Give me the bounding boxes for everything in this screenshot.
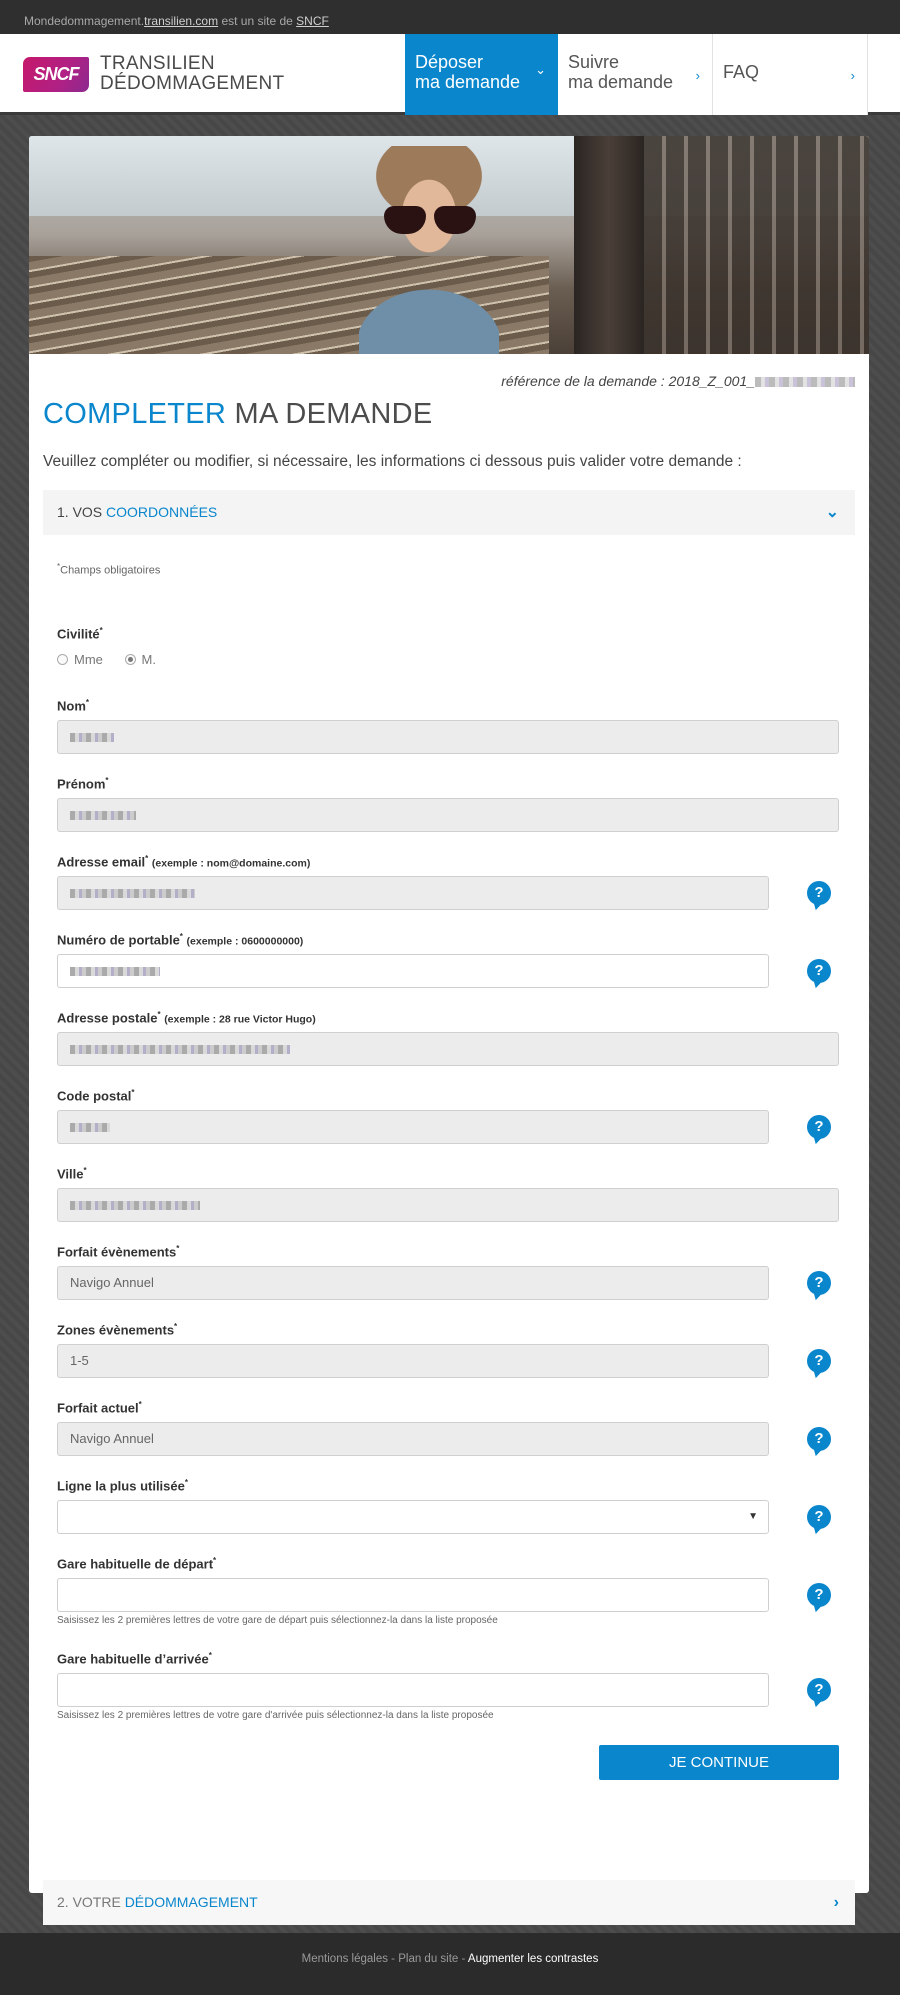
brand-line-2: DÉDOMMAGEMENT — [100, 73, 285, 94]
gare-arrivee-field — [57, 1651, 839, 1721]
adresse-label: Adresse postale* (exemple : 28 rue Victor Hugo) — [57, 1010, 316, 1026]
prenom-label: Prénom* — [57, 776, 109, 792]
brand-line-1: TRANSILIEN — [100, 53, 215, 74]
radio-mme[interactable] — [57, 654, 68, 665]
top-bar-middle: est un site de — [218, 14, 297, 28]
section-number: 2. VOTRE — [57, 1894, 125, 1910]
adresse-input[interactable] — [57, 1032, 839, 1066]
email-field — [57, 854, 839, 901]
gare-depart-label: Gare habituelle de départ* — [57, 1556, 217, 1572]
contrast-link[interactable]: Augmenter les contrastes — [467, 1953, 599, 1965]
hero-image — [29, 136, 869, 354]
ligne-field — [57, 1478, 839, 1525]
reference-label: référence de la demande : 2018_Z_001_ — [501, 373, 755, 389]
radio-mme-label: Mme — [74, 652, 103, 667]
help-icon[interactable]: ? — [807, 1349, 831, 1373]
forfait-actuel-field — [57, 1400, 839, 1447]
help-icon[interactable]: ? — [807, 1678, 831, 1702]
email-label: Adresse email* (exemple : nom@domaine.com) — [57, 854, 311, 870]
chevron-right-icon: › — [833, 1894, 839, 1911]
section-dedommagement-header[interactable] — [43, 1880, 855, 1925]
nom-label: Nom* — [57, 698, 90, 714]
chevron-right-icon: › — [695, 68, 700, 83]
zones-evenements-label: Zones évènements* — [57, 1322, 178, 1338]
ville-field — [57, 1166, 839, 1181]
forfait-actuel-input[interactable]: Navigo Annuel — [57, 1422, 769, 1456]
title-rest: MA DEMANDE — [226, 398, 433, 430]
radio-m-label: M. — [141, 652, 156, 667]
civility-label: Civilité* — [57, 626, 103, 642]
coordonnees-form — [43, 562, 855, 1852]
nav-label-line2: ma demande — [568, 72, 674, 92]
email-input[interactable] — [57, 876, 769, 910]
sncf-link[interactable]: SNCF — [296, 14, 329, 28]
forfait-evenements-field — [57, 1244, 839, 1291]
required-note: *Champs obligatoires — [57, 562, 161, 577]
zones-evenements-field — [57, 1322, 839, 1369]
civility-options — [57, 652, 156, 667]
forfait-evenements-label: Forfait évènements* — [57, 1244, 180, 1260]
nom-field — [57, 698, 839, 713]
nom-input[interactable] — [57, 720, 839, 754]
help-icon[interactable]: ? — [807, 881, 831, 905]
transilien-link[interactable]: transilien.com — [144, 14, 219, 28]
gare-arrivee-input[interactable] — [57, 1673, 769, 1707]
section-label: DÉDOMMAGEMENT — [124, 1894, 258, 1910]
select-arrow-icon: ▼ — [748, 1511, 758, 1522]
portable-label: Numéro de portable* (exemple : 0600000000) — [57, 932, 304, 948]
ville-input[interactable] — [57, 1188, 839, 1222]
title-blue: COMPLETER — [43, 398, 227, 430]
nav-label-line1: Suivre — [568, 52, 620, 72]
nav-label-line1: FAQ — [723, 62, 760, 82]
forfait-actuel-label: Forfait actuel* — [57, 1400, 142, 1416]
gare-arrivee-hint: Saisissez les 2 premières lettres de votre gare d'arrivée puis sélectionnez-la dans la liste proposée — [57, 1710, 494, 1721]
reference-number — [43, 354, 855, 392]
help-icon[interactable]: ? — [807, 1427, 831, 1451]
top-bar-prefix: Mondedommagement. — [24, 14, 145, 28]
help-icon[interactable]: ? — [807, 1505, 831, 1529]
site-header — [0, 34, 900, 115]
continue-button[interactable]: JE CONTINUE — [599, 1745, 839, 1780]
code-postal-input[interactable] — [57, 1110, 769, 1144]
help-icon[interactable]: ? — [807, 1583, 831, 1607]
nav-label-line1: Déposer — [415, 52, 484, 72]
top-bar — [0, 0, 900, 34]
gare-arrivee-label: Gare habituelle d’arrivée* — [57, 1651, 212, 1667]
code-postal-field — [57, 1088, 839, 1135]
main-nav — [405, 34, 868, 115]
main-card — [29, 136, 869, 1911]
adresse-field — [57, 1010, 839, 1025]
chevron-down-icon: ⌄ — [535, 62, 546, 77]
section-coordonnees-header[interactable] — [43, 490, 855, 535]
section-number: 1. VOS — [57, 504, 107, 520]
page-title — [43, 398, 855, 442]
code-postal-label: Code postal* — [57, 1088, 135, 1104]
gare-depart-input[interactable] — [57, 1578, 769, 1612]
help-icon[interactable]: ? — [807, 1115, 831, 1139]
footer-separator: - — [387, 1953, 399, 1965]
plan-du-site-link[interactable]: Plan du site — [398, 1953, 459, 1965]
footer-separator: - — [458, 1953, 468, 1965]
ligne-label: Ligne la plus utilisée* — [57, 1478, 188, 1494]
chevron-right-icon: › — [850, 68, 855, 83]
chevron-down-icon: ⌄ — [825, 504, 839, 521]
portable-input[interactable] — [57, 954, 769, 988]
section-label: COORDONNÉES — [106, 504, 218, 520]
nav-suivre-demande[interactable] — [558, 34, 713, 115]
prenom-input[interactable] — [57, 798, 839, 832]
zones-evenements-input[interactable]: 1-5 — [57, 1344, 769, 1378]
gare-depart-hint: Saisissez les 2 premières lettres de votre gare de départ puis sélectionnez-la dans la liste proposée — [57, 1615, 498, 1626]
site-footer — [0, 1933, 900, 1995]
nav-faq[interactable] — [713, 34, 868, 115]
help-icon[interactable]: ? — [807, 1271, 831, 1295]
help-icon[interactable]: ? — [807, 959, 831, 983]
ligne-select[interactable] — [57, 1500, 769, 1534]
civility-field — [57, 626, 839, 667]
ville-label: Ville* — [57, 1166, 87, 1182]
sncf-logo[interactable]: SNCF — [23, 57, 89, 92]
portable-field — [57, 932, 839, 979]
forfait-evenements-input[interactable]: Navigo Annuel — [57, 1266, 769, 1300]
gare-depart-field — [57, 1556, 839, 1626]
nav-label-line2: ma demande — [415, 72, 521, 92]
mentions-legales-link[interactable]: Mentions légales — [301, 1953, 388, 1965]
radio-m[interactable] — [125, 654, 136, 665]
prenom-field — [57, 776, 839, 791]
reference-redacted — [755, 377, 855, 387]
nav-deposer-demande[interactable] — [405, 34, 558, 115]
intro-text: Veuillez compléter ou modifier, si nécessaire, les informations ci dessous puis valider votre demande : — [43, 453, 742, 470]
brand-title[interactable] — [100, 54, 284, 94]
